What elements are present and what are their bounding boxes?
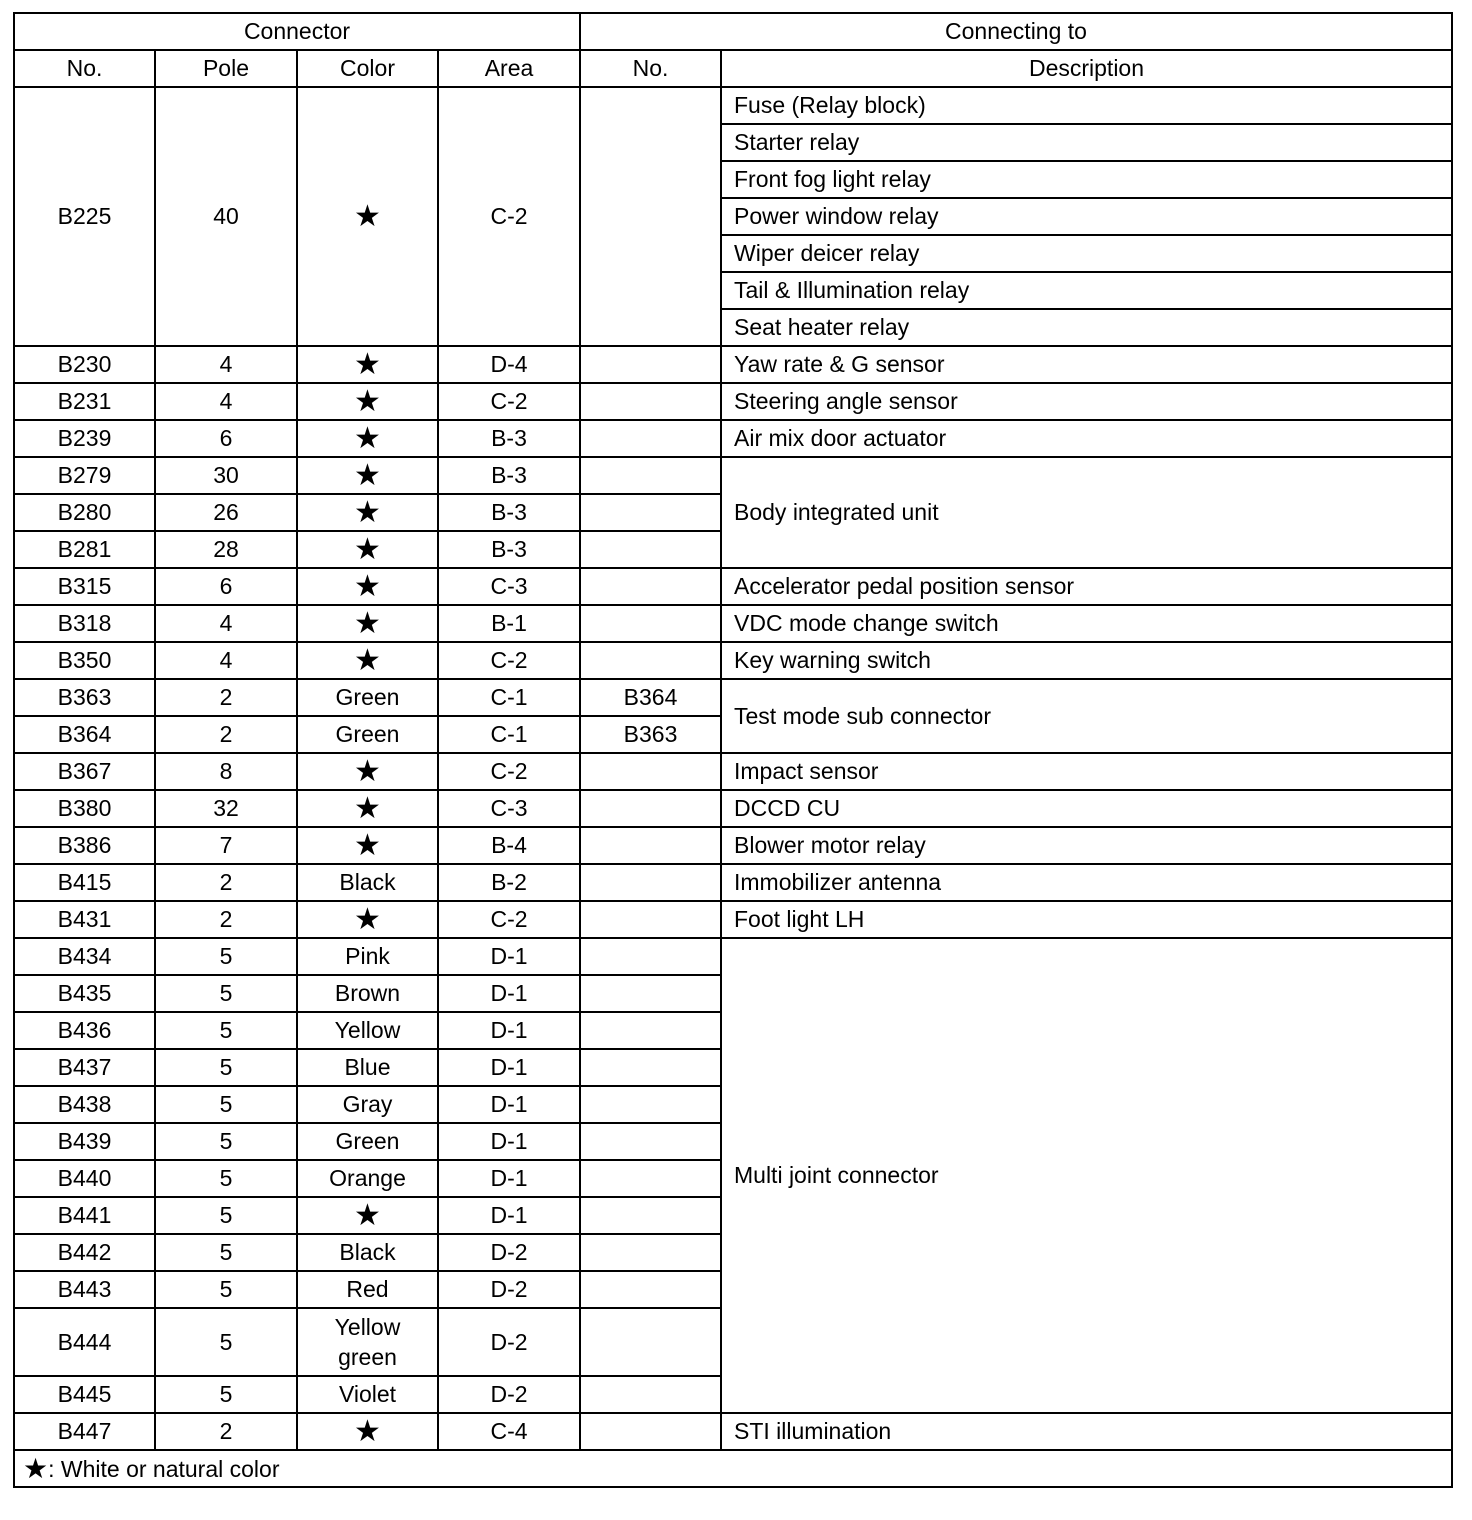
area-cell: C-2 (438, 901, 580, 938)
area-cell: D-1 (438, 1012, 580, 1049)
pole-cell: 5 (155, 1123, 297, 1160)
pole-cell: 4 (155, 383, 297, 420)
description-cell: Accelerator pedal position sensor (721, 568, 1452, 605)
pole-cell: 5 (155, 938, 297, 975)
connecting-no-cell (580, 975, 721, 1012)
header-description: Description (721, 50, 1452, 87)
pole-cell: 6 (155, 568, 297, 605)
connecting-no-cell (580, 864, 721, 901)
connector-no-cell: B280 (14, 494, 155, 531)
color-cell (297, 420, 438, 457)
description-cell: Impact sensor (721, 753, 1452, 790)
connecting-no-cell (580, 1197, 721, 1234)
description-cell: Front fog light relay (721, 161, 1452, 198)
color-cell (297, 568, 438, 605)
connector-no-cell: B225 (14, 87, 155, 346)
pole-cell: 5 (155, 1160, 297, 1197)
connector-table (13, 12, 1453, 1488)
table-row (14, 753, 1452, 790)
table-row (14, 938, 1452, 975)
connecting-no-cell: B364 (580, 679, 721, 716)
description-cell: Air mix door actuator (721, 420, 1452, 457)
header-conn-no: No. (580, 50, 721, 87)
description-cell: DCCD CU (721, 790, 1452, 827)
connecting-no-cell (580, 1308, 721, 1376)
header-no: No. (14, 50, 155, 87)
description-cell: Starter relay (721, 124, 1452, 161)
color-cell: Pink (297, 938, 438, 975)
description-cell: Wiper deicer relay (721, 235, 1452, 272)
connecting-no-cell (580, 346, 721, 383)
header-connector: Connector (14, 13, 580, 50)
table-header (14, 13, 1452, 87)
color-cell (297, 346, 438, 383)
star-icon: ★ (354, 496, 381, 530)
color-cell (297, 457, 438, 494)
star-icon: ★ (354, 200, 381, 234)
table-row (14, 827, 1452, 864)
color-cell (297, 1197, 438, 1234)
color-cell: Yellow green (297, 1308, 438, 1376)
color-cell (297, 383, 438, 420)
area-cell: C-2 (438, 753, 580, 790)
description-cell: Seat heater relay (721, 309, 1452, 346)
pole-cell: 2 (155, 716, 297, 753)
connecting-no-cell (580, 605, 721, 642)
color-cell (297, 642, 438, 679)
connector-no-cell: B439 (14, 1123, 155, 1160)
description-cell: VDC mode change switch (721, 605, 1452, 642)
color-cell: Black (297, 1234, 438, 1271)
star-icon: ★ (354, 829, 381, 863)
description-cell: STI illumination (721, 1413, 1452, 1450)
connector-no-cell: B431 (14, 901, 155, 938)
color-cell (297, 494, 438, 531)
color-cell: Blue (297, 1049, 438, 1086)
area-cell: C-2 (438, 642, 580, 679)
pole-cell: 28 (155, 531, 297, 568)
star-icon: ★ (354, 644, 381, 678)
connecting-no-cell (580, 1123, 721, 1160)
connector-no-cell: B279 (14, 457, 155, 494)
connector-no-cell: B442 (14, 1234, 155, 1271)
connecting-no-cell (580, 938, 721, 975)
table-row (14, 568, 1452, 605)
color-cell: Orange (297, 1160, 438, 1197)
table-row (14, 457, 1452, 494)
star-icon: ★ (354, 385, 381, 419)
connecting-no-cell (580, 568, 721, 605)
connector-no-cell: B318 (14, 605, 155, 642)
connecting-no-cell (580, 531, 721, 568)
connecting-no-cell (580, 1086, 721, 1123)
area-cell: C-1 (438, 679, 580, 716)
area-cell: B-3 (438, 531, 580, 568)
connecting-no-cell (580, 420, 721, 457)
table-body (14, 87, 1452, 1450)
description-cell: Tail & Illumination relay (721, 272, 1452, 309)
star-icon: ★ (354, 755, 381, 789)
connector-no-cell: B444 (14, 1308, 155, 1376)
color-cell (297, 901, 438, 938)
pole-cell: 5 (155, 1012, 297, 1049)
star-icon: ★ (23, 1452, 49, 1484)
color-cell: Green (297, 1123, 438, 1160)
area-cell: B-2 (438, 864, 580, 901)
connecting-no-cell (580, 1049, 721, 1086)
connector-no-cell: B447 (14, 1413, 155, 1450)
color-cell (297, 531, 438, 568)
connecting-no-cell (580, 1234, 721, 1271)
connector-no-cell: B363 (14, 679, 155, 716)
pole-cell: 8 (155, 753, 297, 790)
connecting-no-cell (580, 494, 721, 531)
connecting-no-cell (580, 827, 721, 864)
connector-no-cell: B386 (14, 827, 155, 864)
table-row (14, 87, 1452, 124)
area-cell: D-2 (438, 1376, 580, 1413)
star-icon: ★ (354, 533, 381, 567)
pole-cell: 4 (155, 346, 297, 383)
pole-cell: 32 (155, 790, 297, 827)
pole-cell: 2 (155, 679, 297, 716)
connecting-no-cell (580, 790, 721, 827)
pole-cell: 2 (155, 901, 297, 938)
connector-no-cell: B230 (14, 346, 155, 383)
connector-no-cell: B437 (14, 1049, 155, 1086)
star-icon: ★ (354, 607, 381, 641)
pole-cell: 5 (155, 1049, 297, 1086)
connector-no-cell: B443 (14, 1271, 155, 1308)
table-row (14, 1413, 1452, 1450)
description-cell: Foot light LH (721, 901, 1452, 938)
pole-cell: 6 (155, 420, 297, 457)
pole-cell: 4 (155, 642, 297, 679)
area-cell: D-4 (438, 346, 580, 383)
area-cell: D-1 (438, 1197, 580, 1234)
area-cell: C-2 (438, 87, 580, 346)
pole-cell: 2 (155, 1413, 297, 1450)
pole-cell: 5 (155, 1271, 297, 1308)
color-cell: Red (297, 1271, 438, 1308)
connector-no-cell: B438 (14, 1086, 155, 1123)
connector-no-cell: B436 (14, 1012, 155, 1049)
pole-cell: 7 (155, 827, 297, 864)
star-icon: ★ (354, 570, 381, 604)
area-cell: D-1 (438, 938, 580, 975)
table-row (14, 901, 1452, 938)
header-connecting-to: Connecting to (580, 13, 1452, 50)
star-icon: ★ (354, 348, 381, 382)
color-cell: Yellow (297, 1012, 438, 1049)
description-cell: Blower motor relay (721, 827, 1452, 864)
pole-cell: 30 (155, 457, 297, 494)
connecting-no-cell (580, 1160, 721, 1197)
connecting-no-cell (580, 642, 721, 679)
connector-no-cell: B380 (14, 790, 155, 827)
color-cell: Green (297, 716, 438, 753)
pole-cell: 40 (155, 87, 297, 346)
pole-cell: 5 (155, 975, 297, 1012)
area-cell: B-3 (438, 420, 580, 457)
connector-no-cell: B415 (14, 864, 155, 901)
pole-cell: 5 (155, 1234, 297, 1271)
star-icon: ★ (354, 422, 381, 456)
star-icon: ★ (354, 903, 381, 937)
pole-cell: 26 (155, 494, 297, 531)
connecting-no-cell (580, 1271, 721, 1308)
description-cell: Body integrated unit (721, 457, 1452, 568)
header-area: Area (438, 50, 580, 87)
color-cell (297, 605, 438, 642)
color-cell (297, 753, 438, 790)
connecting-no-cell (580, 383, 721, 420)
description-cell: Key warning switch (721, 642, 1452, 679)
color-cell (297, 1413, 438, 1450)
area-cell: D-2 (438, 1234, 580, 1271)
pole-cell: 5 (155, 1376, 297, 1413)
pole-cell: 2 (155, 864, 297, 901)
header-color: Color (297, 50, 438, 87)
connector-no-cell: B440 (14, 1160, 155, 1197)
connecting-no-cell: B363 (580, 716, 721, 753)
connecting-no-cell (580, 457, 721, 494)
table-row (14, 679, 1452, 716)
pole-cell: 4 (155, 605, 297, 642)
area-cell: D-1 (438, 1086, 580, 1123)
table-row (14, 790, 1452, 827)
color-cell: Violet (297, 1376, 438, 1413)
color-cell: Gray (297, 1086, 438, 1123)
connecting-no-cell (580, 87, 721, 346)
area-cell: D-2 (438, 1308, 580, 1376)
area-cell: B-3 (438, 494, 580, 531)
connecting-no-cell (580, 901, 721, 938)
description-cell: Test mode sub connector (721, 679, 1452, 753)
description-cell: Immobilizer antenna (721, 864, 1452, 901)
star-icon: ★ (354, 459, 381, 493)
color-cell (297, 87, 438, 346)
connector-no-cell: B281 (14, 531, 155, 568)
connector-no-cell: B435 (14, 975, 155, 1012)
area-cell: C-3 (438, 568, 580, 605)
area-cell: C-4 (438, 1413, 580, 1450)
table-row (14, 383, 1452, 420)
color-cell: Black (297, 864, 438, 901)
table-row (14, 420, 1452, 457)
description-cell: Multi joint connector (721, 938, 1452, 1413)
connector-no-cell: B315 (14, 568, 155, 605)
area-cell: D-1 (438, 975, 580, 1012)
area-cell: D-1 (438, 1123, 580, 1160)
color-cell: Brown (297, 975, 438, 1012)
area-cell: D-2 (438, 1271, 580, 1308)
color-cell: Green (297, 679, 438, 716)
description-cell: Steering angle sensor (721, 383, 1452, 420)
footnote-text: : White or natural color (48, 1455, 280, 1482)
header-pole: Pole (155, 50, 297, 87)
pole-cell: 5 (155, 1308, 297, 1376)
pole-cell: 5 (155, 1086, 297, 1123)
description-cell: Yaw rate & G sensor (721, 346, 1452, 383)
area-cell: D-1 (438, 1160, 580, 1197)
pole-cell: 5 (155, 1197, 297, 1234)
table-row (14, 346, 1452, 383)
connecting-no-cell (580, 1376, 721, 1413)
table-row (14, 605, 1452, 642)
connector-no-cell: B445 (14, 1376, 155, 1413)
area-cell: C-2 (438, 383, 580, 420)
table-row (14, 864, 1452, 901)
area-cell: B-3 (438, 457, 580, 494)
area-cell: C-3 (438, 790, 580, 827)
area-cell: B-4 (438, 827, 580, 864)
connector-no-cell: B364 (14, 716, 155, 753)
footnote (14, 1450, 1452, 1487)
connector-no-cell: B434 (14, 938, 155, 975)
connector-no-cell: B239 (14, 420, 155, 457)
connector-no-cell: B441 (14, 1197, 155, 1234)
connector-no-cell: B231 (14, 383, 155, 420)
color-cell (297, 790, 438, 827)
connecting-no-cell (580, 753, 721, 790)
star-icon: ★ (354, 792, 381, 826)
area-cell: C-1 (438, 716, 580, 753)
star-icon: ★ (354, 1415, 381, 1449)
connecting-no-cell (580, 1413, 721, 1450)
description-cell: Fuse (Relay block) (721, 87, 1452, 124)
connecting-no-cell (580, 1012, 721, 1049)
area-cell: D-1 (438, 1049, 580, 1086)
connector-no-cell: B350 (14, 642, 155, 679)
area-cell: B-1 (438, 605, 580, 642)
star-icon: ★ (354, 1199, 381, 1233)
connector-no-cell: B367 (14, 753, 155, 790)
table-row (14, 642, 1452, 679)
description-cell: Power window relay (721, 198, 1452, 235)
color-cell (297, 827, 438, 864)
